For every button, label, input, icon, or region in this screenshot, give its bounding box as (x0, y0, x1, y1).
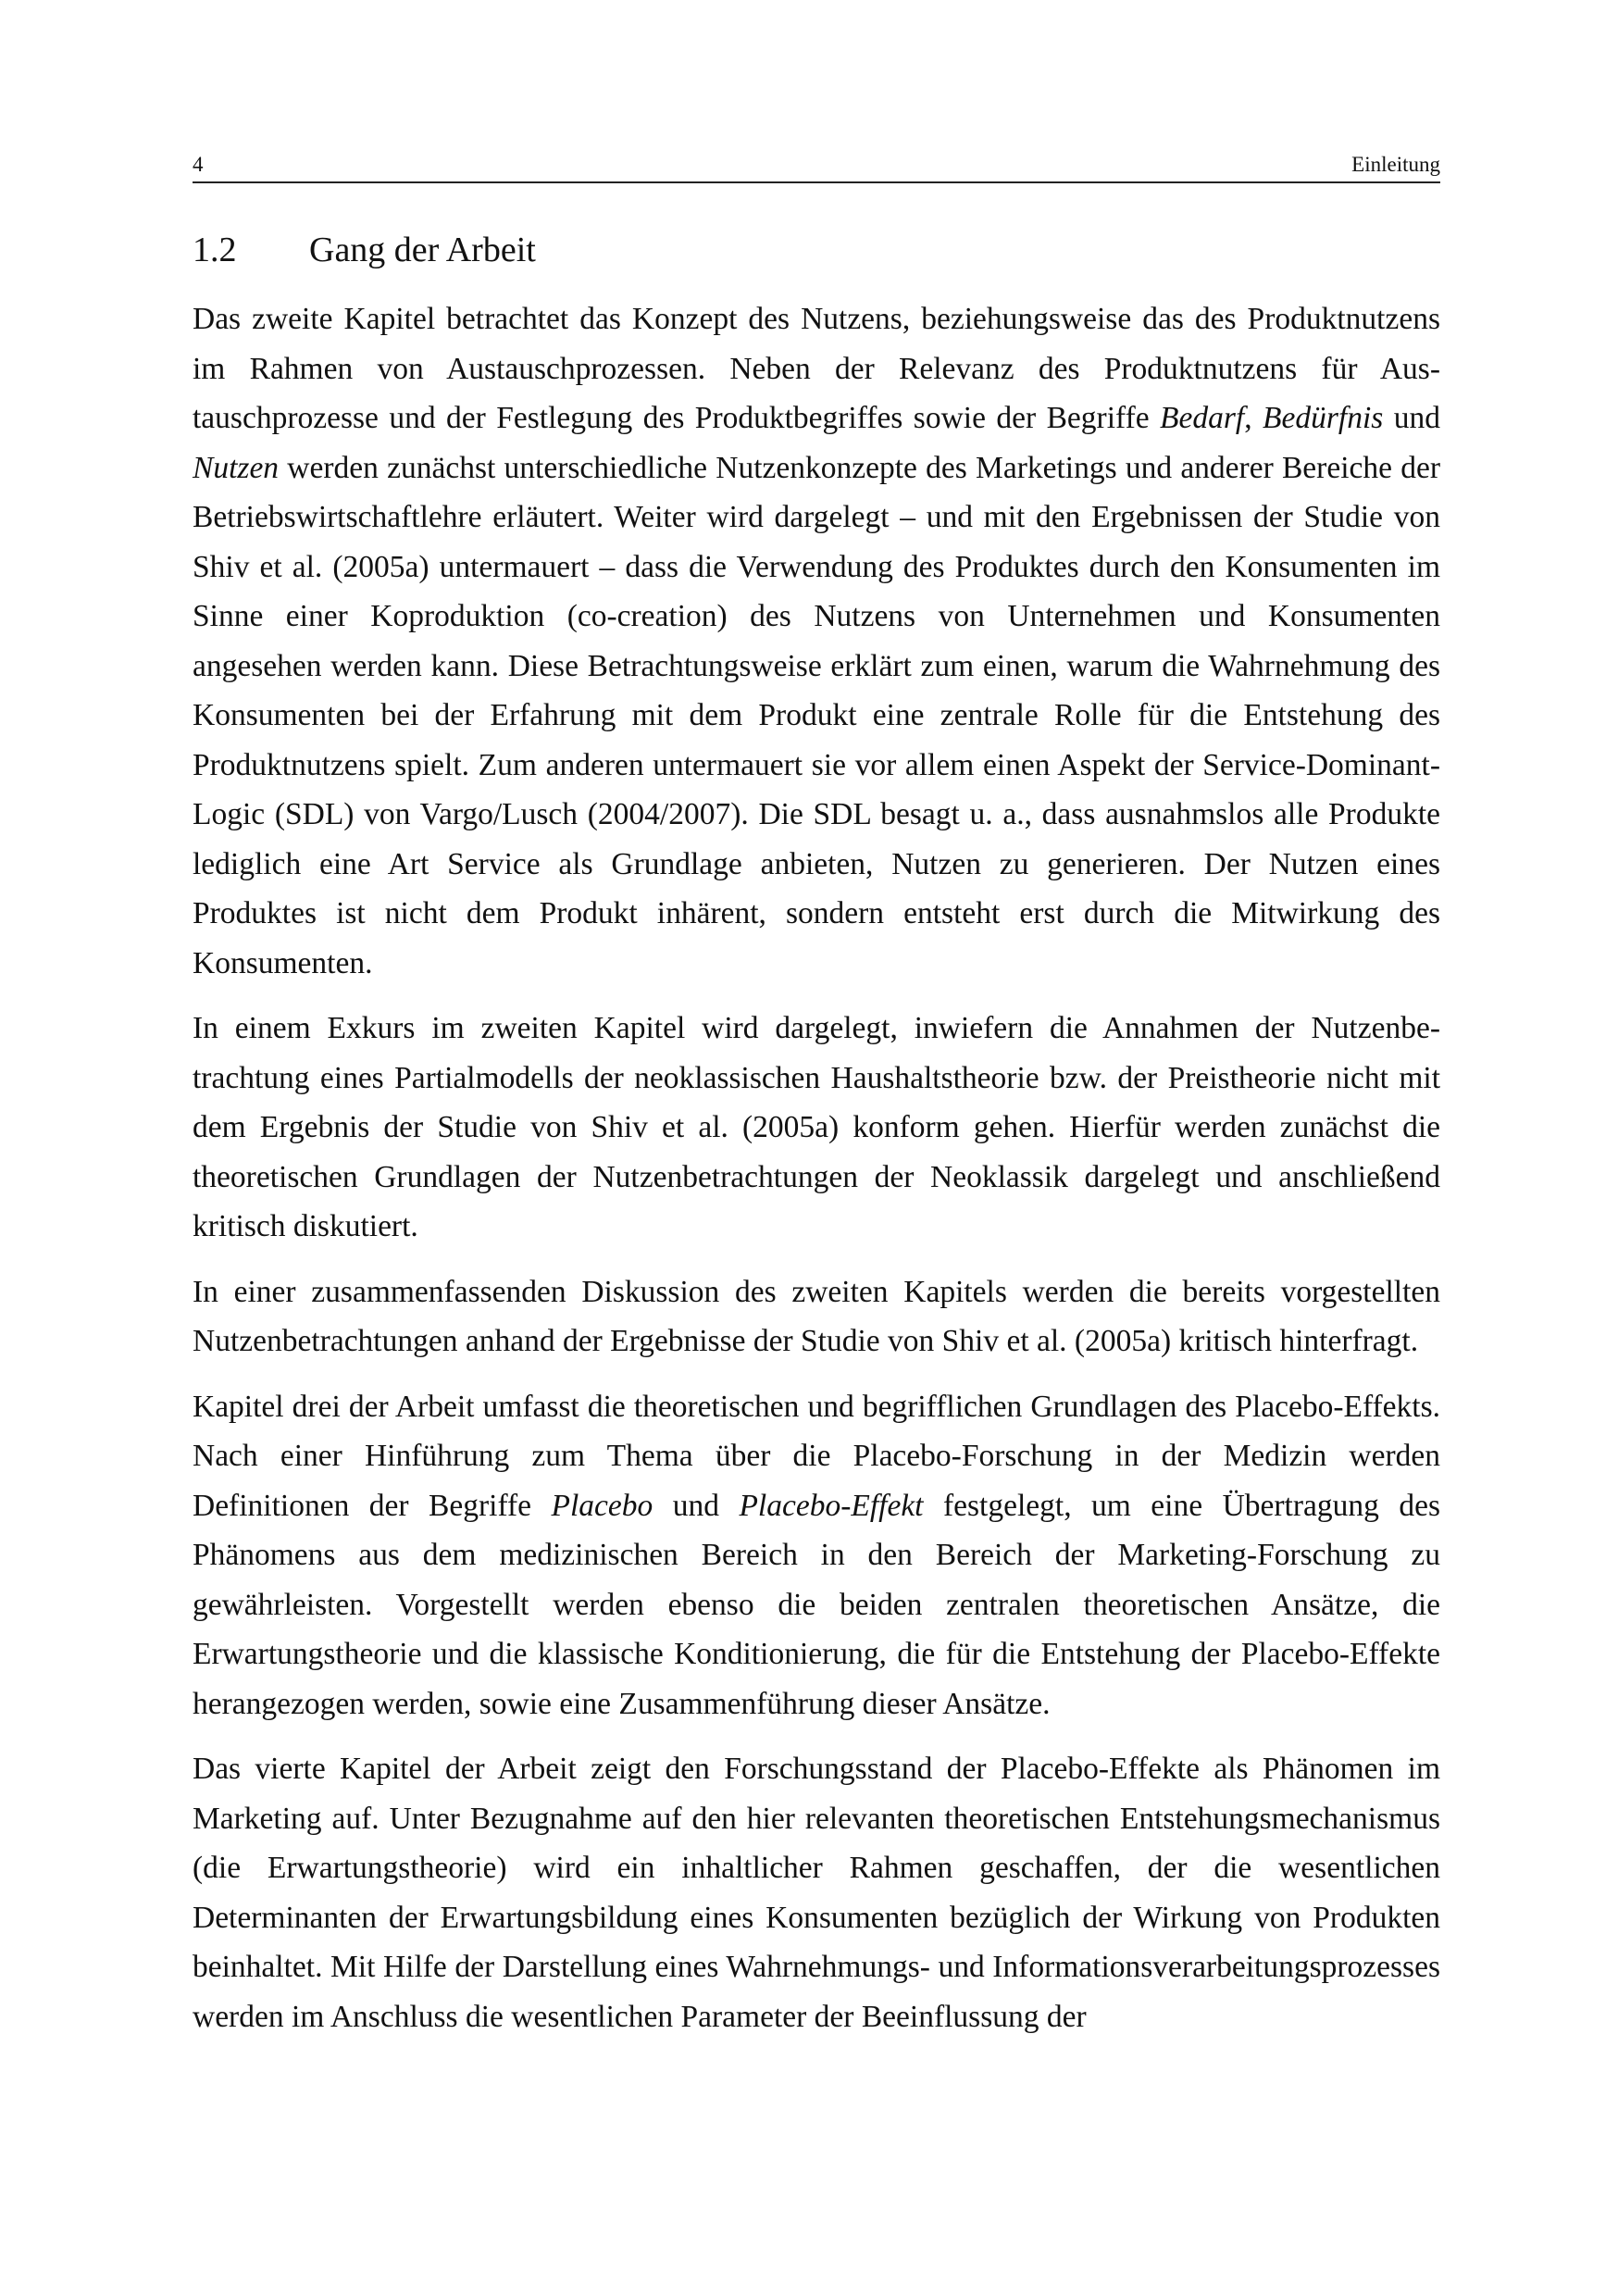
paragraph-3: In einer zusammenfassenden Diskussion des zweiten Kapitels werden die bereits vorgestellten Nutzenbetrachtungen anhand der Ergebnisse der Studie von Shiv et al. (2005a) kritisch hinterfragt. (193, 1274, 1440, 1358)
paragraph-4-separator: und (653, 1488, 740, 1523)
section-number: 1.2 (193, 231, 237, 269)
paragraph-4 (193, 1382, 1440, 1729)
section-heading (193, 228, 536, 272)
paragraph-2: In einem Exkurs im zweiten Kapitel wird dargelegt, inwiefern die Annahmen der Nutzenbetrachtung eines Partialmodells der neoklassischen Haushaltstheorie bzw. der Preistheorie nicht mit dem Ergebnis der Studie von Shiv et al. (2005a) konform gehen. Hierfür werden zunächst die theoretischen Grundlagen der Nutzenbetrachtungen der Neoklassik dargelegt und anschließend kritisch diskutiert. (193, 1011, 1440, 1243)
running-title: Einleitung (1351, 153, 1440, 176)
page-number: 4 (193, 153, 204, 176)
page-header (193, 146, 1440, 183)
term-beduerfnis: Bedürfnis (1263, 401, 1384, 435)
paragraph-1-separator-2: und (1383, 401, 1440, 435)
paragraph-1 (193, 294, 1440, 988)
body-text (193, 294, 1440, 2057)
term-placebo-effekt: Placebo-Effekt (739, 1488, 924, 1523)
term-nutzen: Nutzen (193, 450, 280, 485)
paragraph-4-text-a: Kapitel drei der Arbeit umfasst die theoretischen und begrifflichen Grundlagen des Placebo-Effekts. Nach einer Hinführung zum Thema über die Placebo-Forschung in der Medizin werden Definitionen der Begriffe (193, 1389, 1440, 1523)
paragraph-1-separator-1: , (1244, 401, 1263, 435)
term-bedarf: Bedarf (1160, 401, 1245, 435)
paragraph-5: Das vierte Kapitel der Arbeit zeigt den Forschungsstand der Placebo-Effekte als Phänomen im Marketing auf. Unter Bezugnahme auf den hier relevanten theoretischen Entstehungsmechanismus (die Erwartungstheorie) wird ein inhaltlicher Rahmen geschaffen, der die wesentlichen Determinanten der Erwartungsbildung eines Konsumenten bezüglich der Wirkung von Produkten beinhaltet. Mit Hilfe der Darstellung eines Wahrnehmungs- und Informationsverarbeitungsprozesses werden im Anschluss die wesentlichen Parameter der Beeinflussung der (193, 1752, 1440, 2034)
paragraph-1-text-a: Das zweite Kapitel betrachtet das Konzept des Nutzens, beziehungsweise das des Produktnutzens im Rahmen von Austauschprozessen. Neben der Relevanz des Produktnutzens für Austauschprozesse und der Festlegung des Produktbegriffes sowie der Begriffe (193, 302, 1440, 435)
paragraph-4-text-b: festgelegt, um eine Übertragung des Phänomens aus dem medizinischen Bereich in den Bereich der Marketing-Forschung zu gewährleisten. Vorgestellt werden ebenso die beiden zentralen theoretischen Ansätze, die Erwartungstheorie und die klassische Konditionierung, die für die Entstehung der Placebo-Effekte herangezogen werden, sowie eine Zusammenführung dieser Ansätze. (193, 1488, 1440, 1721)
section-title: Gang der Arbeit (309, 231, 536, 269)
term-placebo: Placebo (551, 1488, 653, 1523)
paragraph-1-text-b: werden zunächst unterschiedliche Nutzenkonzepte des Marketings und anderer Bereiche der Betriebswirtschaftlehre erläutert. Weiter wird dargelegt – und mit den Ergebnissen der Studie von Shiv et al. (2005a) untermauert – dass die Verwendung des Produktes durch den Konsumenten im Sinne einer Koproduktion (co-creation) des Nutzens von Unternehmen und Konsumenten angesehen werden kann. Diese Betrachtungsweise erklärt zum einen, warum die Wahrnehmung des Konsumenten bei der Erfahrung mit dem Produkt eine zentrale Rolle für die Entstehung des Produktnutzens spielt. Zum anderen untermauert sie vor allem einen Aspekt der Service-Dominant-Logic (SDL) von Vargo/Lusch (2004/2007). Die SDL besagt u. a., dass ausnahmslos alle Produkte lediglich eine Art Service als Grundlage anbieten, Nutzen zu generieren. Der Nutzen eines Produktes ist nicht dem Produkt inhärent, sondern entsteht erst durch die Mitwirkung des Konsumenten. (193, 450, 1440, 980)
